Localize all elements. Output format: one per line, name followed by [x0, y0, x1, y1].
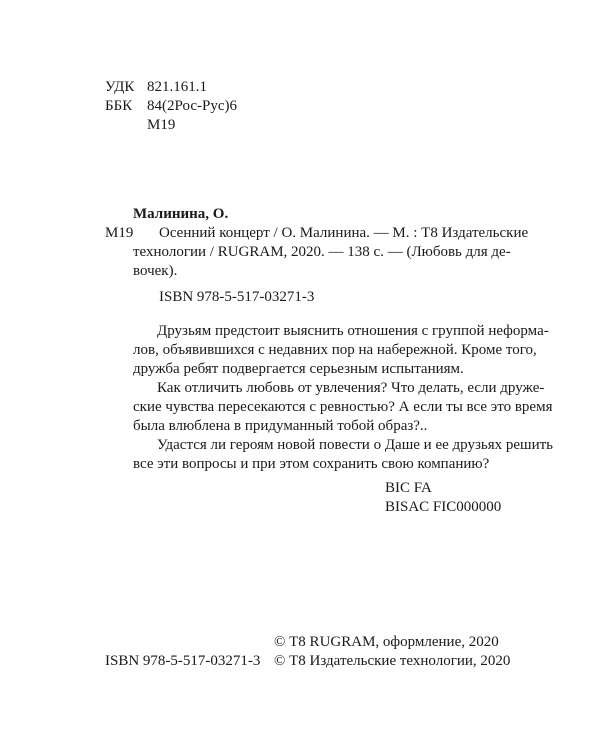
bbk-label: ББК	[105, 98, 133, 114]
annotation-line: дружба ребят подвергается серьезным испытаниям.	[133, 361, 464, 377]
entry-author-mark: М19	[105, 225, 134, 241]
entry-isbn: ISBN 978-5-517-03271-3	[159, 289, 315, 305]
annotation-line: Друзьям предстоит выяснить отношения с группой неформа-	[157, 323, 549, 339]
copyright-publisher: © Т8 Издательские технологии, 2020	[274, 653, 511, 669]
bbk-value: 84(2Рос-Рус)6	[147, 98, 237, 114]
annotation-line: ские чувства пересекаются с ревностью? А если ты все это время	[133, 399, 553, 415]
description-line: Осенний концерт / О. Малинина. — М. : Т8 Издательские	[159, 225, 529, 241]
author-mark: М19	[147, 117, 176, 133]
annotation-line: все эти вопросы и при этом сохранить свою компанию?	[133, 456, 490, 472]
bisac-code: BISAC FIC000000	[385, 499, 502, 515]
copyright-design: © Т8 RUGRAM, оформление, 2020	[274, 634, 499, 650]
author-mark-row	[0, 117, 600, 136]
author-heading: Малинина, О.	[133, 206, 229, 222]
footer-isbn: ISBN 978-5-517-03271-3	[105, 653, 261, 669]
annotation-line: лов, объявившихся с недавних пор на набережной. Кроме того,	[133, 342, 537, 358]
annotation	[133, 322, 553, 474]
description-line: технологии / RUGRAM, 2020. — 138 с. — (Любовь для де-	[133, 244, 511, 260]
bic-code: BIC FA	[385, 480, 432, 496]
udk-row	[0, 79, 600, 98]
annotation-line: Как отличить любовь от увлечения? Что делать, если друже-	[157, 380, 545, 396]
udk-label: УДК	[105, 79, 135, 95]
annotation-line: Удастся ли героям новой повести о Даше и ее друзьях решить	[157, 437, 553, 453]
annotation-line: была влюблена в придуманный тобой образ?..	[133, 418, 428, 434]
bbk-row	[0, 98, 600, 117]
description-line: вочек).	[133, 263, 178, 279]
entry-description	[133, 224, 529, 281]
udk-value: 821.161.1	[147, 79, 207, 95]
